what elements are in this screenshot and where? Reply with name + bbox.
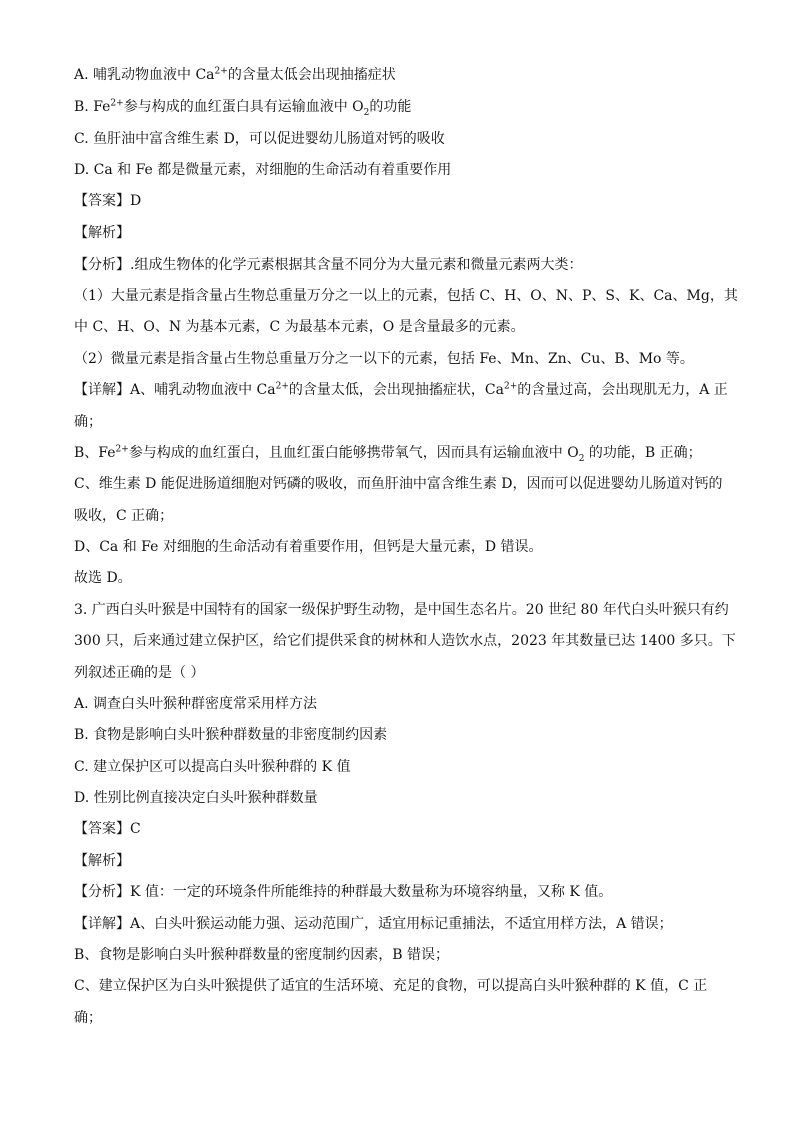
- q2-detail-a-line1: 【详解】A、哺乳动物血液中 $Ca^{2+}$的含量太低，会出现抽搐症状，$Ca^{2+}$的含量过高，会出现肌无力，A 正: [74, 381, 728, 398]
- q2-option-c: C. 鱼肝油中富含维生素 D，可以促进婴幼儿肠道对钙的吸收: [74, 131, 445, 147]
- q3-stem-line1: 3. 广西白头叶猴是中国特有的国家一级保护野生动物，是中国生态名片。20 世纪 80 年代白头叶猴只有约: [74, 602, 729, 618]
- q3-option-c: C. 建立保护区可以提高白头叶猴种群的 K 值: [74, 759, 351, 775]
- q2-detail-a-line2: 确；: [74, 414, 102, 430]
- q2-answer: 【答案】D: [74, 193, 142, 209]
- q2-fenxi: 【分析】.组成生物体的化学元素根据其含量不同分为大量元素和微量元素两大类：: [74, 257, 583, 273]
- q3-stem-line3: 列叙述正确的是（ ）: [74, 665, 205, 681]
- q2-point1-line1: （1）大量元素是指含量占生物总重量万分之一以上的元素，包括 C、H、O、N、P、S、K、Ca、Mg，其: [74, 288, 738, 304]
- q2-option-d: D. Ca 和 Fe 都是微量元素，对细胞的生命活动有着重要作用: [74, 162, 452, 178]
- q2-detail-c-line2: 吸收，C 正确；: [74, 508, 174, 524]
- q2-option-b: B. $Fe^{2+}$参与构成的血红蛋白具有运输血液中 $O_2$的功能: [74, 98, 412, 118]
- q3-option-b: B. 食物是影响白头叶猴种群数量的非密度制约因素: [74, 727, 388, 743]
- q3-detail-c-line1: C、建立保护区为白头叶猴提供了适宜的生活环境、充足的食物，可以提高白头叶猴种群的 K 值，C 正: [74, 978, 708, 994]
- q3-answer: 【答案】C: [74, 821, 141, 837]
- q2-option-a: A. 哺乳动物血液中 $Ca^{2+}$的含量太低会出现抽搐症状: [74, 66, 396, 83]
- q2-conclusion: 故选 D。: [74, 570, 132, 586]
- q3-stem-line2: 300 只，后来通过建立保护区，给它们提供采食的树林和人造饮水点，2023 年其数量已达 1400 多只。下: [74, 633, 736, 649]
- q2-detail-d: D、Ca 和 Fe 对细胞的生命活动有着重要作用，但钙是大量元素，D 错误。: [74, 539, 543, 555]
- q3-option-d: D. 性别比例直接决定白头叶猴种群数量: [74, 790, 318, 806]
- q3-detail-a: 【详解】A、白头叶猴运动能力强、运动范围广，适宜用标记重捕法，不适宜用样方法，A 错误；: [74, 916, 673, 932]
- q2-point1-line2: 中 C、H、O、N 为基本元素，C 为最基本元素，O 是含量最多的元素。: [74, 319, 525, 335]
- q3-option-a: A. 调查白头叶猴种群密度常采用样方法: [74, 696, 318, 712]
- q2-jiexi-heading: 【解析】: [74, 225, 130, 241]
- q2-detail-b: B、$Fe^{2+}$参与构成的血红蛋白，且血红蛋白能够携带氧气，因而具有运输血液中 $O_2$ 的功能，B 正确；: [74, 444, 702, 464]
- q2-point2: （2）微量元素是指含量占生物总重量万分之一以下的元素，包括 Fe、Mn、Zn、Cu、B、Mo 等。: [74, 351, 694, 367]
- q3-detail-b: B、食物是影响白头叶猴种群数量的密度制约因素，B 错误；: [74, 947, 450, 963]
- q2-detail-c-line1: C、维生素 D 能促进肠道细胞对钙磷的吸收，而鱼肝油中富含维生素 D，因而可以促进婴幼儿肠道对钙的: [74, 476, 723, 492]
- q3-detail-c-line2: 确；: [74, 1010, 102, 1026]
- q3-fenxi: 【分析】K 值：一定的环境条件所能维持的种群最大数量称为环境容纳量，又称 K 值。: [74, 884, 613, 900]
- q3-jiexi-heading: 【解析】: [74, 853, 130, 869]
